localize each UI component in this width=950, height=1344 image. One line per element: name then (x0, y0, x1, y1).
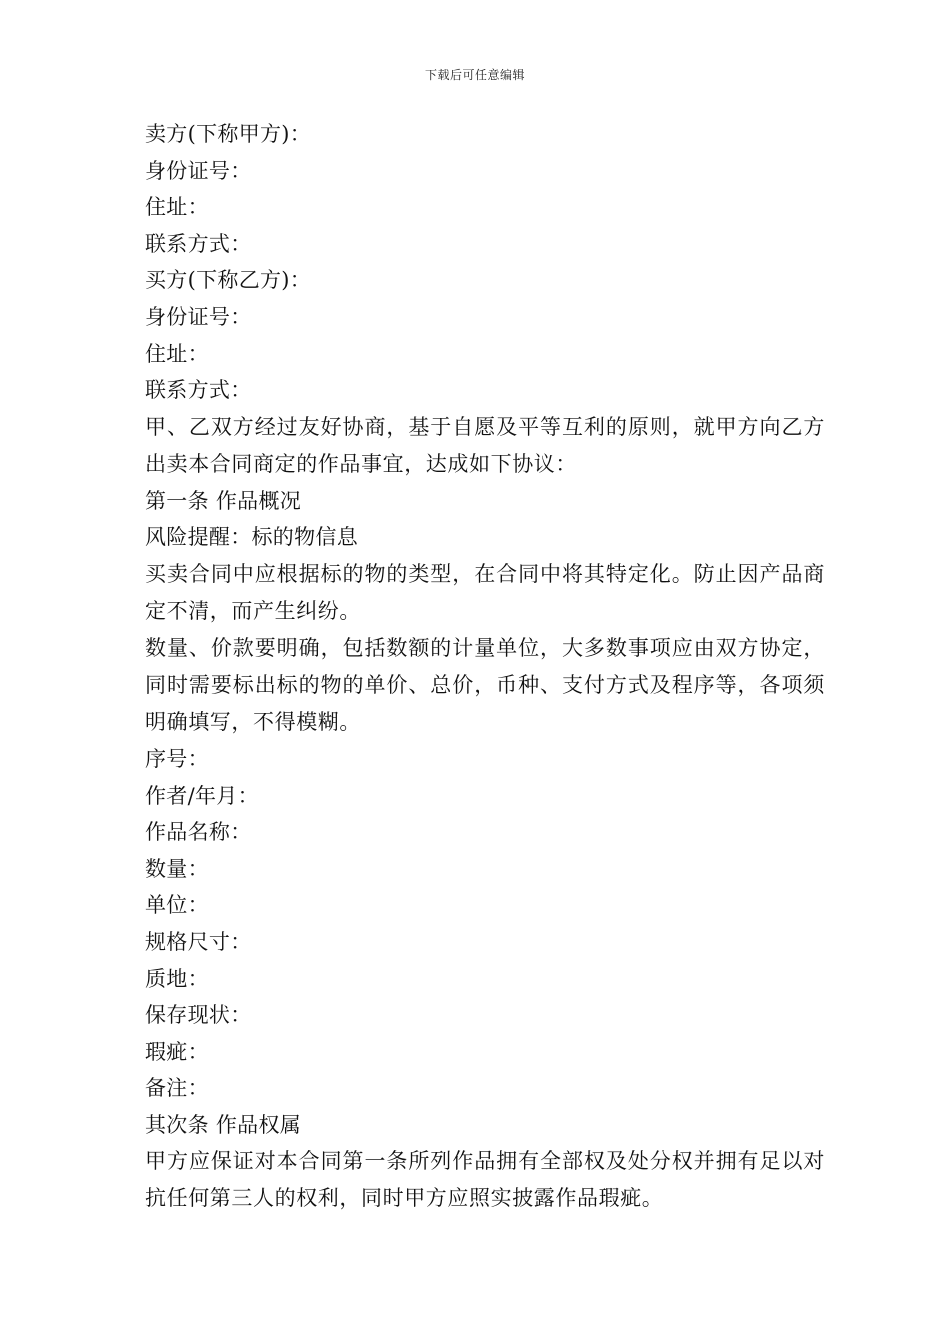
buyer-id-line: 身份证号： (145, 304, 252, 329)
buyer-line: 买方(下称乙方)： (145, 268, 312, 293)
risk-paragraph-2: 数量、价款要明确，包括数额的计量单位，大多数事项应由双方协定，同时需要标出标的物的单价、总价，币种、支付方式及程序等，各项须明确填写，不得模糊。 (145, 635, 825, 734)
field-serial: 序号： (145, 746, 209, 771)
field-quantity: 数量： (145, 856, 209, 881)
header-note: 下载后可任意编辑 (424, 68, 525, 82)
field-material: 质地： (145, 966, 209, 991)
buyer-address-line: 住址： (145, 341, 209, 366)
field-condition: 保存现状： (145, 1003, 252, 1028)
buyer-contact-line: 联系方式： (145, 378, 252, 403)
field-work-name: 作品名称： (145, 820, 252, 845)
field-remarks: 备注： (145, 1076, 209, 1101)
seller-contact-line: 联系方式： (145, 231, 252, 256)
field-unit: 单位： (145, 893, 209, 918)
seller-id-line: 身份证号： (145, 158, 252, 183)
risk-title: 风险提醒：标的物信息 (145, 525, 358, 550)
field-size: 规格尺寸： (145, 929, 252, 954)
contract-body (145, 116, 825, 1217)
intro-paragraph: 甲、乙双方经过友好协商，基于自愿及平等互利的原则，就甲方向乙方出卖本合同商定的作品事宜，达成如下协议： (145, 414, 825, 476)
field-author-date: 作者/年月： (145, 783, 259, 808)
risk-paragraph-1: 买卖合同中应根据标的物的类型，在合同中将其特定化。防止因产品商定不清，而产生纠纷。 (145, 561, 825, 623)
field-flaws: 瑕疵： (145, 1039, 209, 1064)
article2-paragraph: 甲方应保证对本合同第一条所列作品拥有全部权及处分权并拥有足以对抗任何第三人的权利，同时甲方应照实披露作品瑕疵。 (145, 1149, 825, 1211)
article1-title: 第一条 作品概况 (145, 488, 302, 513)
seller-line: 卖方(下称甲方)： (145, 122, 312, 146)
seller-address-line: 住址： (145, 195, 209, 220)
article2-title: 其次条 作品权属 (145, 1112, 302, 1137)
